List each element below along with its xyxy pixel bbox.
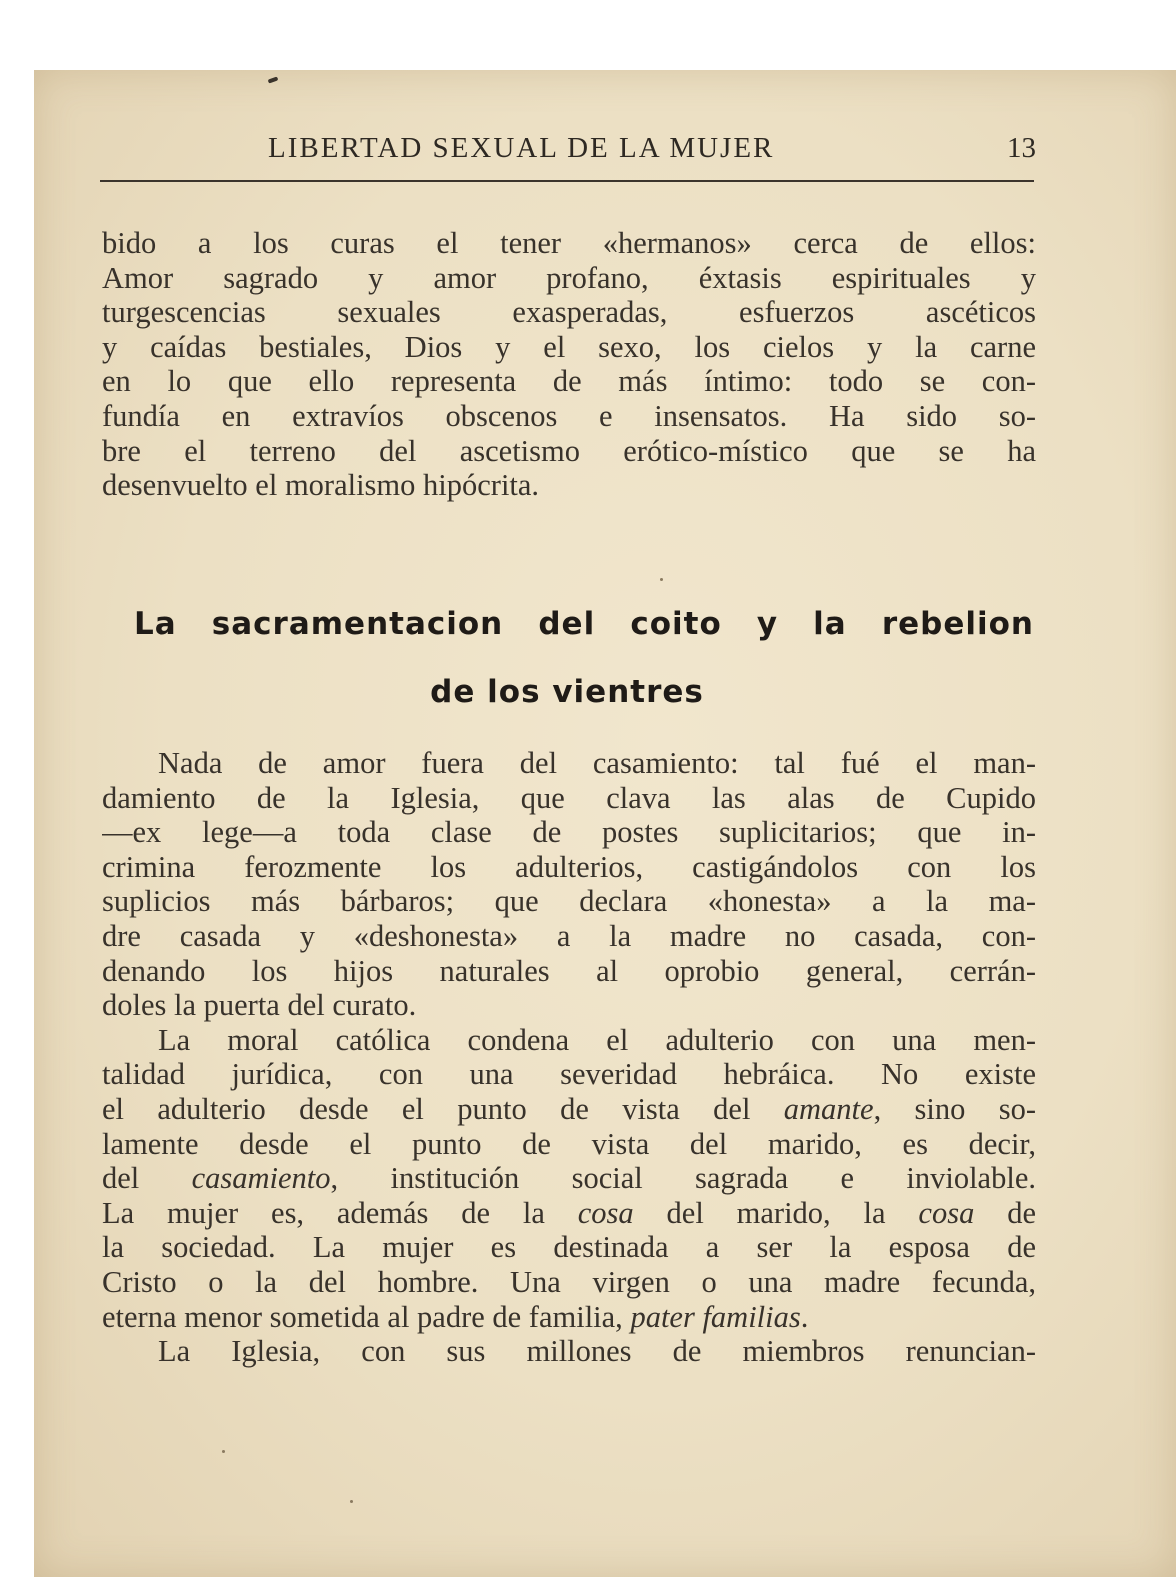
text-line: desenvuelto el moralismo hipócrita. bbox=[102, 468, 540, 503]
text-run: del bbox=[102, 1161, 192, 1196]
text-line: bido a los curas el tener «hermanos» cerca de ellos: bbox=[102, 226, 1036, 260]
text-line: denando los hijos naturales al oprobio general, cerrán- bbox=[102, 953, 1036, 988]
text-line: y caídas bestiales, Dios y el sexo, los cielos y la carne bbox=[102, 329, 1036, 364]
paper-speck bbox=[222, 1450, 225, 1453]
text-line: suplicios más bárbaros; que declara «honesta» a la ma- bbox=[102, 884, 1036, 919]
text-line: la sociedad. La mujer es destinada a ser la esposa de bbox=[102, 1230, 1036, 1265]
text-line bbox=[102, 1092, 1036, 1127]
text-line: crimina ferozmente los adulterios, castigándolos con los bbox=[102, 849, 1036, 884]
paper-speck bbox=[660, 578, 663, 581]
text-line: en lo que ello representa de más íntimo: todo se con- bbox=[102, 364, 1036, 399]
section-heading-line-2: de los vientres bbox=[430, 674, 704, 710]
text-line: La moral católica condena el adulterio con una men- bbox=[158, 1022, 1036, 1057]
text-line: Amor sagrado y amor profano, éxtasis espirituales y bbox=[102, 260, 1036, 295]
text-run: del marido, la bbox=[633, 1195, 919, 1230]
text-line: lamente desde el punto de vista del marido, es decir, bbox=[102, 1126, 1036, 1161]
italic-term: cosa bbox=[577, 1195, 634, 1230]
text-line: bre el terreno del ascetismo erótico-místico que se ha bbox=[102, 433, 1036, 468]
text-line: fundía en extravíos obscenos e insensatos. Ha sido so- bbox=[102, 398, 1036, 433]
italic-term: cosa bbox=[918, 1195, 975, 1230]
section-body bbox=[102, 746, 1036, 1369]
running-title: LIBERTAD SEXUAL DE LA MUJER bbox=[268, 132, 775, 164]
text-line: dre casada y «deshonesta» a la madre no casada, con- bbox=[102, 918, 1036, 953]
text-run: . bbox=[800, 1299, 809, 1334]
text-line: Nada de amor fuera del casamiento: tal fué el man- bbox=[158, 746, 1036, 780]
italic-term: pater familias bbox=[630, 1299, 801, 1334]
text-run: La mujer es, además de la bbox=[102, 1195, 578, 1230]
text-line: —ex lege—a toda clase de postes suplicitarios; que in- bbox=[102, 815, 1036, 850]
text-run: , institución social sagrada e inviolable. bbox=[330, 1161, 1036, 1196]
section-heading bbox=[100, 596, 1034, 720]
text-line: turgescencias sexuales exasperadas, esfuerzos ascéticos bbox=[102, 295, 1036, 330]
running-head bbox=[100, 132, 1036, 172]
text-run: , sino so- bbox=[873, 1091, 1036, 1126]
text-line: doles la puerta del curato. bbox=[102, 988, 417, 1023]
section-heading-line-1: La sacramentacion del coito y la rebelion bbox=[134, 606, 1034, 642]
header-rule bbox=[100, 180, 1034, 182]
text-line bbox=[102, 1196, 1036, 1231]
page-number: 13 bbox=[1007, 132, 1036, 164]
text-run: de bbox=[974, 1195, 1036, 1230]
text-line bbox=[102, 1300, 1036, 1335]
text-line: talidad jurídica, con una severidad hebráica. No existe bbox=[102, 1057, 1036, 1092]
paragraph-top bbox=[102, 226, 1036, 503]
text-line: Cristo o la del hombre. Una virgen o una madre fecunda, bbox=[102, 1264, 1036, 1299]
italic-term: casamiento bbox=[191, 1161, 331, 1196]
text-line: damiento de la Iglesia, que clava las alas de Cupido bbox=[102, 780, 1036, 815]
paper-speck bbox=[350, 1500, 353, 1503]
text-run: eterna menor sometida al padre de familia, bbox=[102, 1299, 631, 1334]
text-line bbox=[102, 1161, 1036, 1196]
text-run: el adulterio desde el punto de vista del bbox=[102, 1091, 784, 1126]
text-line: La Iglesia, con sus millones de miembros renuncian- bbox=[158, 1334, 1036, 1369]
italic-term: amante bbox=[783, 1091, 874, 1126]
